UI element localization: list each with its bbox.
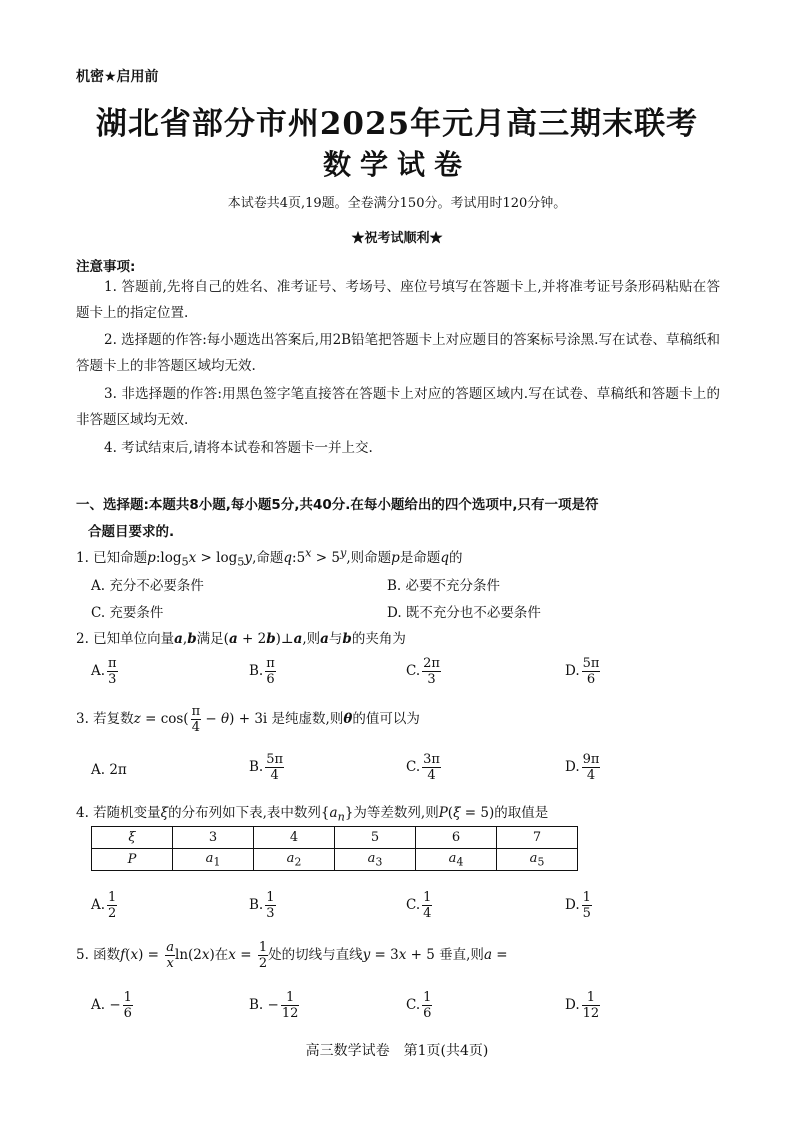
fraction (165, 940, 175, 971)
q1-option-d: D. 既不充分也不必要条件 (387, 605, 541, 621)
notice-item-3: 3. 非选择题的作答:用黑色签字笔直接答在答题卡上对应的答题区域内.写在试卷、草稿纸和答题卡上的非答题区域均无效. (76, 386, 720, 428)
q1-text: ,则命题 (346, 550, 392, 566)
q3-var: z (133, 711, 141, 727)
fraction-numerator: 2π (423, 656, 440, 671)
table-cell: 3 (173, 827, 254, 849)
q5-text: 处的切线与直线 (268, 947, 363, 963)
table-cell: 7 (497, 827, 578, 849)
q5-text: = 3 (370, 947, 399, 963)
q2-vector: b (266, 631, 276, 647)
distribution-table-wrap (91, 826, 578, 871)
q4-var: P (438, 805, 448, 821)
cell-sub: 3 (375, 855, 383, 869)
confidential-label: 机密★启用前 (76, 69, 159, 85)
cell-var: a (205, 850, 214, 866)
fraction (422, 990, 432, 1021)
exam-info: 本试卷共4页,19题。全卷满分150分。考试用时120分钟。 (227, 196, 567, 211)
fraction-denominator: 3 (108, 672, 117, 687)
table-cell (173, 849, 254, 871)
q5-var: x (398, 947, 407, 963)
fraction (107, 656, 118, 687)
q3-text: ) + 3i 是纯虚数,则 (229, 711, 344, 727)
q2-vector: a (174, 631, 183, 647)
q1-sup: x (305, 546, 312, 560)
cell-var: a (448, 850, 457, 866)
option-label: B. (249, 897, 264, 913)
distribution-table (91, 826, 578, 871)
q5-var: x (228, 947, 236, 963)
fraction-denominator: 2 (108, 906, 117, 921)
fraction-denominator: 6 (586, 672, 596, 687)
q2-option-c (406, 656, 441, 687)
q3-option-d (565, 752, 600, 783)
fraction (265, 752, 284, 783)
q3-var: θ (343, 711, 353, 727)
q2-vector: a (320, 631, 329, 647)
q1-option-b: B. 必要不充分条件 (387, 578, 501, 594)
q5-var: x (201, 947, 210, 963)
fraction-denominator: 4 (423, 906, 432, 921)
fraction (582, 656, 601, 687)
notice-title: 注意事项: (76, 259, 136, 275)
q2-text: , (182, 631, 188, 647)
table-row (92, 827, 578, 849)
q2-text: 满足( (196, 631, 229, 647)
q4-var: ξ (160, 805, 169, 821)
q5-var: y (362, 947, 371, 963)
q1-var: p (147, 550, 156, 566)
cell-sub: 5 (537, 855, 545, 869)
q4-text: ( (447, 805, 454, 821)
q1-var: y (244, 550, 253, 566)
section-heading (76, 492, 722, 546)
fraction-denominator: 3 (427, 672, 436, 687)
q2-text: 与 (328, 631, 343, 647)
q2-text: )⊥ (275, 631, 294, 647)
page-footer: 高三数学试卷 第1页(共4页) (305, 1043, 489, 1059)
fraction-numerator: 1 (258, 940, 268, 955)
q5-var: a (483, 947, 492, 963)
q5-text: = (235, 947, 256, 963)
q4-option-d (565, 890, 592, 921)
q1-option-a: A. 充分不必要条件 (91, 578, 204, 594)
fraction (582, 990, 601, 1021)
cell-var: a (286, 850, 295, 866)
cell-var: a (529, 850, 538, 866)
exam-subtitle: 数学试卷 (322, 148, 471, 181)
q1-text: :log (155, 550, 182, 566)
q2-vector: b (342, 631, 352, 647)
fraction-denominator: 3 (266, 906, 275, 921)
q5-option-a (91, 990, 133, 1021)
fraction-numerator: 1 (266, 890, 275, 905)
fraction-numerator: 5π (266, 752, 284, 767)
fraction-denominator: 4 (270, 768, 279, 783)
table-cell: ξ (92, 827, 173, 849)
fraction-denominator: 4 (191, 720, 200, 735)
table-row (92, 849, 578, 871)
fraction-denominator: 4 (586, 768, 596, 783)
q4-option-c (406, 890, 432, 921)
q5-option-b (249, 990, 299, 1021)
option-label: B. (249, 663, 264, 679)
option-label: D. (565, 897, 580, 913)
option-label: C. (406, 897, 421, 913)
question-2-stem (76, 627, 406, 647)
section-heading-line1: 一、选择题:本题共8小题,每小题5分,共40分.在每小题给出的四个选项中,只有一项是符 (76, 497, 599, 513)
q1-text: 1. 已知命题 (76, 550, 148, 566)
table-cell (335, 849, 416, 871)
q3-text: = cos( (140, 711, 189, 727)
fraction-numerator: 5π (582, 656, 600, 671)
question-1-stem (76, 546, 462, 569)
q5-text: ( (125, 947, 131, 963)
q4-var: ξ (453, 805, 461, 821)
fraction-denominator: 6 (266, 672, 275, 687)
q4-option-b (249, 890, 276, 921)
fraction (281, 990, 300, 1021)
fraction-numerator: 1 (582, 890, 591, 905)
fraction (265, 656, 276, 687)
table-cell: P (92, 849, 173, 871)
table-cell: 4 (254, 827, 335, 849)
fraction (582, 890, 592, 921)
fraction (107, 890, 117, 921)
q3-text: 3. 若复数 (76, 711, 134, 727)
fraction (422, 656, 441, 687)
fraction-denominator: 6 (423, 1006, 432, 1021)
q1-text: :5 (292, 550, 306, 566)
question-3-stem (76, 704, 420, 735)
q5-var: f (120, 947, 126, 963)
fraction-denominator: 12 (582, 1006, 600, 1021)
fraction (422, 890, 432, 921)
option-label: A. (91, 663, 106, 679)
fraction (422, 752, 441, 783)
fraction (582, 752, 601, 783)
q1-sub: 5 (237, 555, 245, 569)
q5-text: ) = (138, 947, 164, 963)
cell-sub: 1 (213, 855, 221, 869)
q3-option-b (249, 752, 284, 783)
q3-option-a: A. 2π (91, 762, 127, 778)
cell-sub: 2 (294, 855, 302, 869)
q3-text: 的值可以为 (352, 711, 420, 727)
fraction-denominator: 6 (123, 1006, 132, 1021)
section-heading-line2: 合题目要求的. (88, 524, 175, 540)
table-cell: 6 (416, 827, 497, 849)
option-label: D. (565, 759, 580, 775)
q2-option-d (565, 656, 600, 687)
q2-vector: a (228, 631, 238, 647)
fraction-numerator: 1 (582, 990, 601, 1006)
option-label: C. (406, 759, 421, 775)
q1-sup: y (340, 546, 347, 560)
q5-text: = (492, 947, 508, 963)
fraction (191, 704, 202, 735)
q4-var: a (329, 805, 338, 821)
q5-text: ln(2 (175, 947, 202, 963)
table-cell (416, 849, 497, 871)
fraction-numerator: π (191, 704, 201, 719)
option-label: A. − (91, 997, 121, 1013)
fraction (123, 990, 133, 1021)
option-label: D. (565, 997, 580, 1013)
q5-option-d (565, 990, 600, 1021)
q2-option-b (249, 656, 276, 687)
fraction-numerator: a (166, 940, 175, 955)
fraction-denominator: 4 (427, 768, 436, 783)
question-5-stem (76, 940, 508, 971)
q4-sub: n (337, 810, 345, 824)
q1-var: x (188, 550, 197, 566)
q1-sub: 5 (181, 555, 189, 569)
table-cell (497, 849, 578, 871)
fraction-numerator: 1 (108, 890, 117, 905)
notice-item-2: 2. 选择题的作答:每小题选出答案后,用2B铅笔把答题卡上对应题目的答案标号涂黑.写在试卷、草稿纸和答题卡上的非答题区域均无效. (76, 332, 720, 374)
q5-text: )在 (209, 947, 229, 963)
q2-text: 的夹角为 (351, 631, 406, 647)
q5-text: + 5 垂直,则 (406, 947, 484, 963)
fraction-numerator: 9π (582, 752, 600, 767)
q5-var: x (130, 947, 139, 963)
q1-option-c: C. 充要条件 (91, 605, 164, 621)
q3-option-c (406, 752, 441, 783)
fraction-denominator: x (166, 956, 174, 971)
q3-var: θ (221, 711, 230, 727)
q1-var: p (391, 550, 400, 566)
q1-var: q (283, 550, 293, 566)
q1-var: q (440, 550, 449, 566)
cell-var: a (367, 850, 376, 866)
notice-item-4: 4. 考试结束后,请将本试卷和答题卡一并上交. (104, 440, 373, 456)
option-label: C. (406, 663, 421, 679)
table-cell (254, 849, 335, 871)
fraction-denominator: 12 (281, 1006, 299, 1021)
option-label: B. − (249, 997, 279, 1013)
q1-text: > log (196, 550, 238, 566)
q2-text: 2. 已知单位向量 (76, 631, 175, 647)
question-4-stem (76, 801, 548, 824)
q2-vector: a (293, 631, 303, 647)
q1-text: 是命题 (399, 550, 441, 566)
option-label: C. (406, 997, 421, 1013)
q5-text: 5. 函数 (76, 947, 121, 963)
cell-sub: 4 (456, 855, 464, 869)
q2-text: + 2 (237, 631, 267, 647)
fraction (265, 890, 275, 921)
fraction-numerator: 1 (123, 990, 132, 1005)
table-cell: 5 (335, 827, 416, 849)
fraction-denominator: 5 (582, 906, 591, 921)
fraction (258, 940, 268, 971)
good-luck-line: ★祝考试顺利★ (351, 231, 443, 246)
fraction-numerator: 1 (423, 890, 432, 905)
q2-option-a (91, 656, 118, 687)
option-label: D. (565, 663, 580, 679)
fraction-numerator: 3π (423, 752, 440, 767)
q2-text: ,则 (302, 631, 321, 647)
q1-text: 的 (448, 550, 463, 566)
notice-item-1: 1. 答题前,先将自己的姓名、准考证号、考场号、座位号填写在答题卡上,并将准考证号条形码粘贴在答题卡上的指定位置. (76, 279, 720, 321)
exam-title: 湖北省部分市州2025年元月高三期末联考 (95, 106, 699, 142)
q4-text: 4. 若随机变量 (76, 805, 161, 821)
option-label: B. (249, 759, 264, 775)
option-label: A. (91, 897, 106, 913)
q4-option-a (91, 890, 117, 921)
fraction-numerator: π (266, 656, 275, 671)
q1-text: ,命题 (252, 550, 284, 566)
q3-text: − (201, 711, 222, 727)
q2-vector: b (187, 631, 197, 647)
q4-text: = 5)的取值是 (460, 805, 549, 821)
q5-option-c (406, 990, 432, 1021)
q4-text: }为等差数列,则 (344, 805, 439, 821)
q4-text: 的分布列如下表,表中数列{ (168, 805, 330, 821)
fraction-numerator: π (108, 656, 117, 671)
fraction-denominator: 2 (258, 956, 268, 971)
fraction-numerator: 1 (423, 990, 432, 1005)
q1-text: > 5 (311, 550, 340, 566)
fraction-numerator: 1 (281, 990, 300, 1006)
